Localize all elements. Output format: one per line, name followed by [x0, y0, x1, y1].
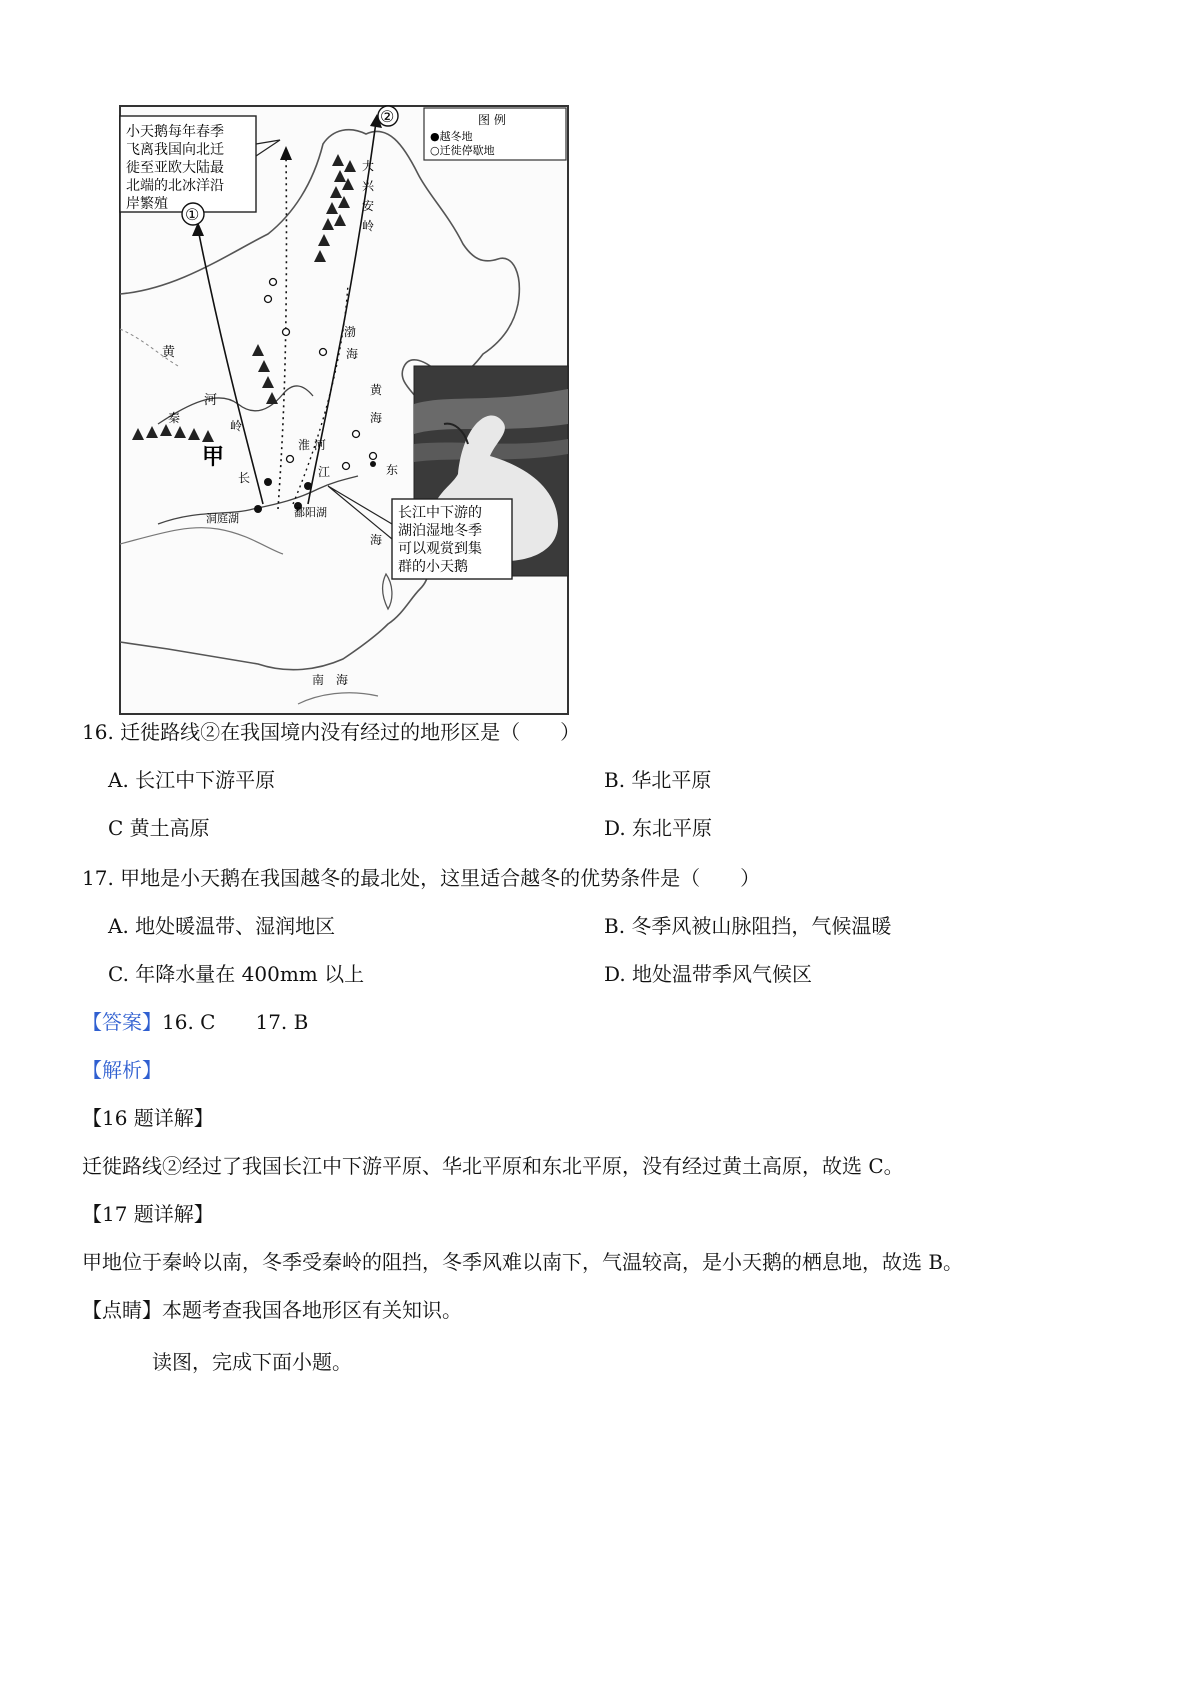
migration-map	[118, 104, 570, 716]
q17-option-a[interactable]: A. 地处暖温带、湿润地区	[108, 914, 336, 938]
label-huanghe: 黄	[162, 345, 176, 360]
answer-row	[82, 1010, 308, 1034]
label-daxinganling: 兴	[362, 179, 375, 193]
north-note-line: 小天鹅每年春季	[126, 124, 224, 140]
answer-tag: 【答案】	[82, 1010, 162, 1034]
legend-item-wintering: ●越冬地	[430, 130, 473, 143]
label-qinling: 岭	[230, 419, 243, 433]
answer-text: 16. C 17. B	[162, 1010, 309, 1034]
q17-option-d[interactable]: D. 地处温带季风气候区	[604, 962, 813, 986]
south-note-line: 可以观赏到集	[398, 541, 482, 557]
analysis-tag: 【解析】	[82, 1058, 162, 1082]
label-donghai: 东	[386, 463, 399, 477]
label-huanghai: 黄	[370, 383, 383, 397]
detail16-text: 迁徙路线②经过了我国长江中下游平原、华北平原和东北平原，没有经过黄土高原，故选 C。	[82, 1154, 904, 1178]
label-daxinganling: 岭	[362, 219, 375, 233]
intro-text: 读图，完成下面小题。	[152, 1350, 352, 1374]
place-jia: 甲	[202, 444, 225, 470]
label-daxinganling: 安	[362, 199, 375, 213]
north-note-line: 飞离我国向北迁	[126, 142, 224, 158]
q16-option-a[interactable]: A. 长江中下游平原	[108, 768, 276, 792]
label-daxinganling: 大	[362, 159, 375, 173]
south-note-line: 长江中下游的	[398, 505, 482, 521]
label-bohai: 渤	[344, 325, 357, 339]
comment-row	[82, 1298, 462, 1322]
q16-option-c[interactable]: C 黄土高原	[108, 816, 210, 840]
q17-stem: 17. 甲地是小天鹅在我国越冬的最北处，这里适合越冬的优势条件是（ ）	[82, 866, 761, 890]
label-poyang: 鄱阳湖	[294, 506, 327, 519]
north-note-line: 徙至亚欧大陆最	[126, 160, 224, 176]
label-qinling: 秦	[168, 411, 181, 425]
label-changjiang: 江	[318, 465, 331, 479]
label-huanghe: 河	[204, 393, 218, 408]
label-huanghai: 海	[370, 411, 383, 425]
comment-tag: 【点睛】	[82, 1298, 162, 1322]
north-note-line: 北端的北冰洋沿	[126, 178, 224, 194]
q17-option-c[interactable]: C. 年降水量在 400mm 以上	[108, 962, 365, 986]
legend-title: 图 例	[478, 113, 506, 127]
south-note-line: 群的小天鹅	[398, 559, 468, 575]
label-bohai: 海	[346, 347, 359, 361]
label-dongting: 洞庭湖	[206, 512, 239, 525]
label-changjiang: 长	[238, 471, 251, 485]
q17-option-b[interactable]: B. 冬季风被山脉阻挡，气候温暖	[604, 914, 892, 938]
detail17-heading: 【17 题详解】	[82, 1202, 214, 1226]
route-1-label: ①	[185, 205, 200, 224]
label-donghai: 海	[370, 533, 383, 547]
q16-option-b[interactable]: B. 华北平原	[604, 768, 712, 792]
detail16-heading: 【16 题详解】	[82, 1106, 214, 1130]
detail17-text: 甲地位于秦岭以南，冬季受秦岭的阻挡，冬季风难以南下，气温较高，是小天鹅的栖息地，故选 B。	[82, 1250, 964, 1274]
label-nanhai: 南 海	[312, 673, 349, 687]
route-2-label: ②	[380, 107, 395, 126]
q16-stem: 16. 迁徙路线②在我国境内没有经过的地形区是（ ）	[82, 720, 581, 744]
legend-item-stopover: ○迁徙停歇地	[430, 144, 495, 157]
q16-option-d[interactable]: D. 东北平原	[604, 816, 713, 840]
south-note-line: 湖泊湿地冬季	[398, 523, 482, 539]
comment-text: 本题考查我国各地形区有关知识。	[162, 1298, 462, 1322]
north-note-line: 岸繁殖	[126, 196, 168, 212]
label-huaihe: 淮 河	[298, 438, 326, 452]
